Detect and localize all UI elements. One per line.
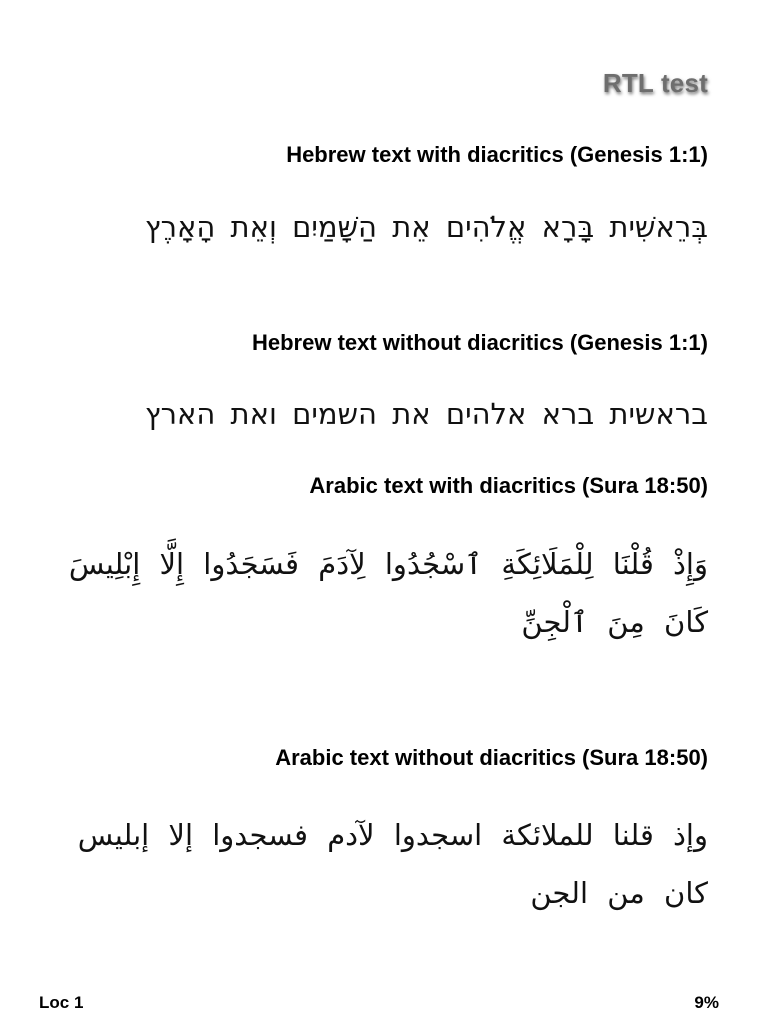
section-heading-arabic-plain: Arabic text without diacritics (Sura 18:50)	[275, 745, 708, 770]
hebrew-text-with-diacritics: בְּרֵאשִׁית בָּרָא אֱלֹהִים אֵת הַשָּׁמַיִם וְאֵת הָאָרֶץ	[144, 210, 708, 244]
page-title: RTL test	[602, 68, 708, 98]
section-heading-hebrew-diacritics: Hebrew text with diacritics (Genesis 1:1)	[286, 142, 708, 167]
hebrew-text-without-diacritics: בראשית ברא אלהים את השמים ואת הארץ	[144, 397, 708, 431]
section-heading-hebrew-plain: Hebrew text without diacritics (Genesis 1:1)	[251, 330, 708, 355]
arabic-text-with-diacritics: وَإِذْ قُلْنَا لِلْمَلَائِكَةِ ٱسْجُدُوا لِآدَمَ فَسَجَدُوا إِلَّا إِبْلِيسَ كَانَ مِنَ ٱلْجِنِّ	[68, 547, 708, 639]
arabic-text-without-diacritics: وإذ قلنا للملائكة اسجدوا لآدم فسجدوا إلا إبليس كان من الجن	[77, 818, 708, 910]
progress-percent: 9%	[694, 993, 719, 1012]
location-indicator: Loc 1	[39, 993, 84, 1012]
reader-page	[50, 0, 708, 1024]
section-heading-arabic-diacritics: Arabic text with diacritics (Sura 18:50)	[309, 473, 708, 498]
